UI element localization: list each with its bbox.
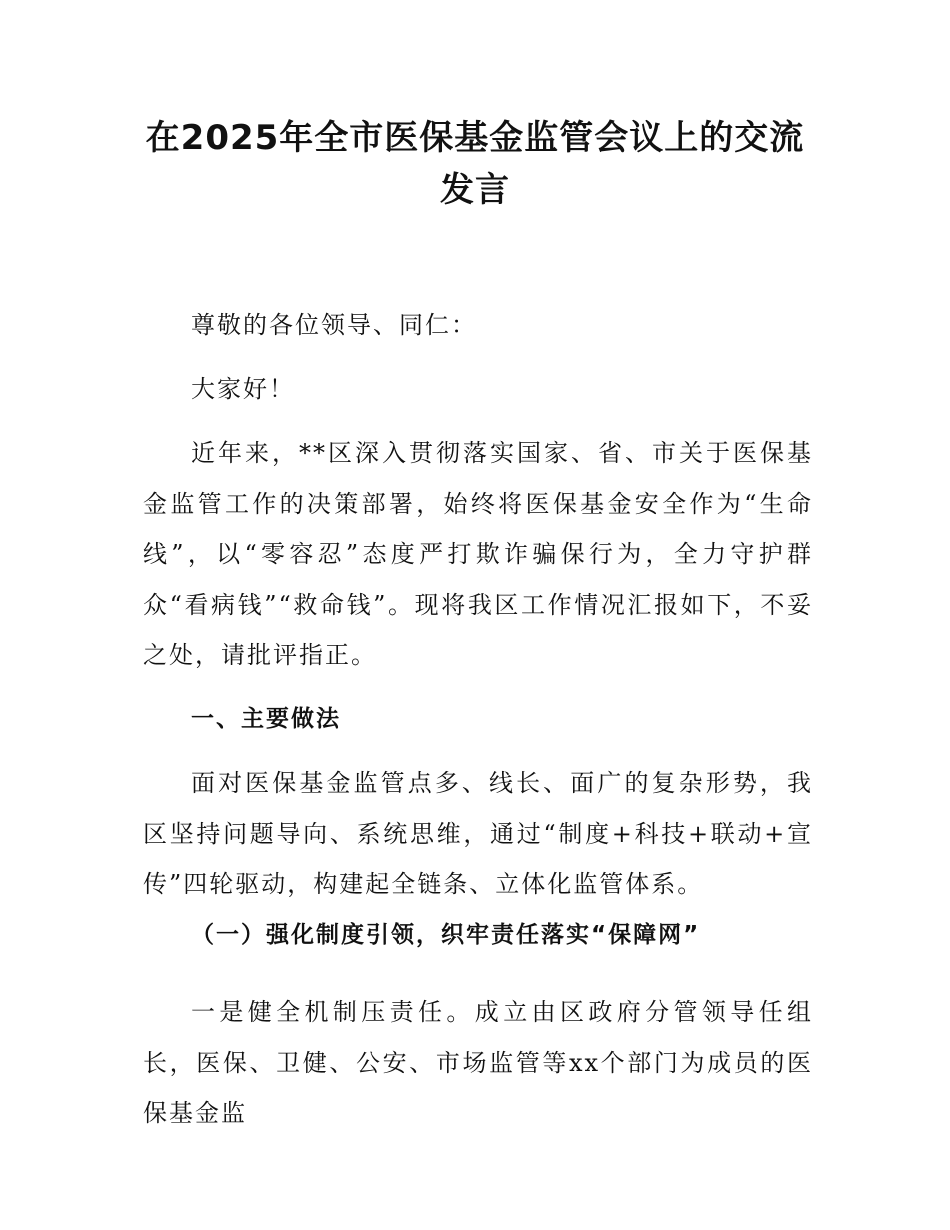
document-title: 在2025年全市医保基金监管会议上的交流发言 [145, 118, 805, 210]
subsection-heading-institution: （一）强化制度引领，织牢责任落实“保障网” [191, 922, 701, 948]
section-heading-main-practices: 一、主要做法 [191, 706, 341, 732]
section-paragraph-main-practices: 面对医保基金监管点多、线长、面广的复杂形势，我区坚持问题导向、系统思维，通过“制度+科技+联动+宣传”四轮驱动，构建起全链条、立体化监管体系。 [143, 769, 813, 898]
intro-paragraph: 近年来，**区深入贯彻落实国家、省、市关于医保基金监管工作的决策部署，始终将医保基金安全作为“生命线”，以“零容忍”态度严打欺诈骗保行为，全力守护群众“看病钱”“救命钱”。现将我区工作情况汇报如下，不妥之处，请批评指正。 [143, 439, 813, 669]
subsection-paragraph-institution: 一是健全机制压责任。成立由区政府分管领导任组长，医保、卫健、公安、市场监管等xx个部门为成员的医保基金监 [143, 998, 813, 1127]
hello-paragraph: 大家好！ [191, 375, 295, 403]
greeting-paragraph: 尊敬的各位领导、同仁： [191, 311, 477, 339]
